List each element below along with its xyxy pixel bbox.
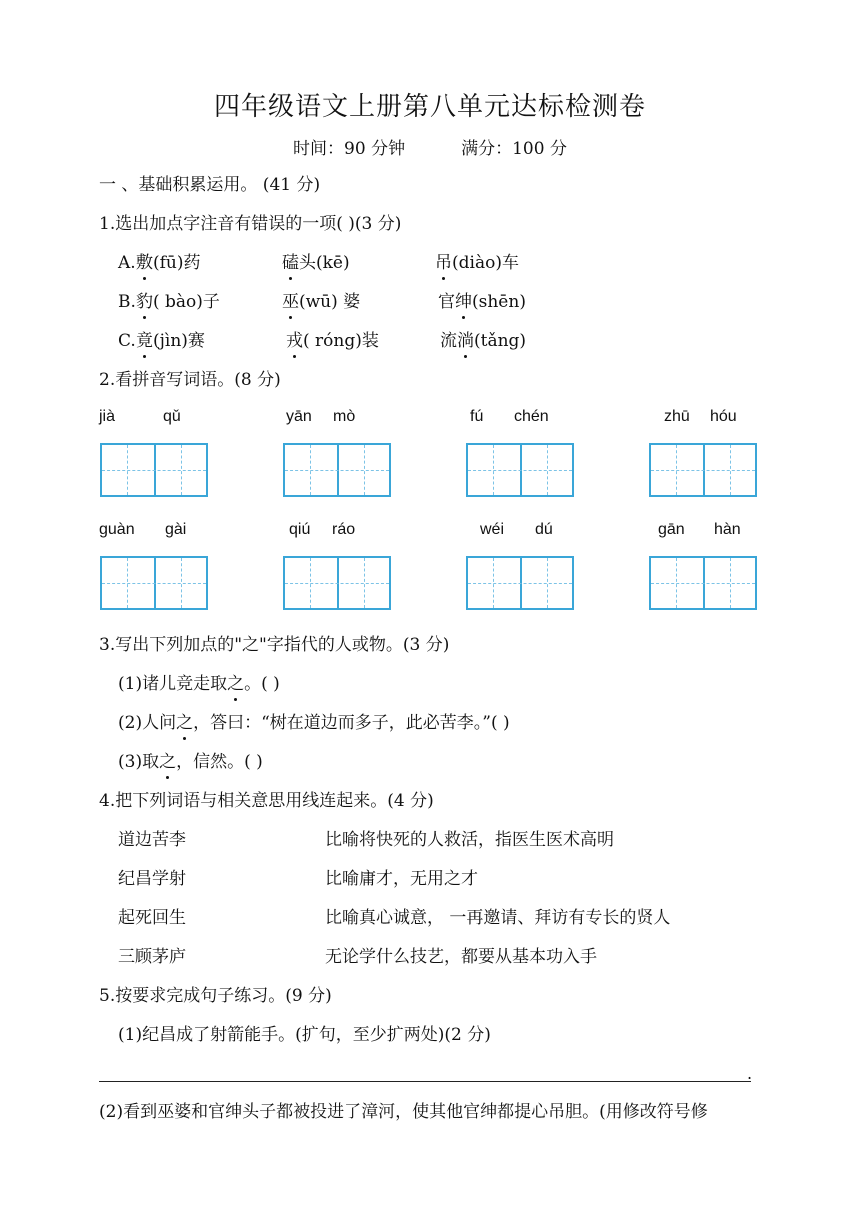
q3-item-1: (1)诸儿竞走取之。( ) <box>118 674 280 694</box>
question-2-stem: 2.看拼音写词语。(8 分) <box>99 370 281 390</box>
pinyin: wéi <box>480 521 505 538</box>
q1-option-c-letter: C. <box>118 331 136 351</box>
writing-grid-box[interactable] <box>100 556 208 610</box>
question-1-stem: 1.选出加点字注音有错误的一项( )(3 分) <box>99 214 402 234</box>
pinyin: gài <box>165 521 187 538</box>
pinyin: zhū <box>664 408 690 425</box>
pinyin: yān <box>286 408 312 425</box>
pinyin: gān <box>658 521 685 538</box>
q1-option-b-item-2: 巫(wū) 婆 <box>282 292 361 312</box>
dotted-char: 吊 <box>435 253 452 273</box>
dotted-char: 戎 <box>286 331 303 351</box>
q3-item-2: (2)人问之，答曰：“树在道边而多子，此必苦李。”( ) <box>118 713 510 733</box>
q1-option-a-item-2: 磕头(kē) <box>282 253 350 273</box>
match-right-item[interactable]: 无论学什么技艺，都要从基本功入手 <box>325 947 597 967</box>
match-right-item[interactable]: 比喻庸才，无用之才 <box>325 869 478 889</box>
pinyin: qiú <box>289 521 311 538</box>
dotted-char: 之 <box>227 674 245 694</box>
q1-option-b-letter: B. <box>118 292 136 312</box>
question-5-stem: 5.按要求完成句子练习。(9 分) <box>99 986 332 1006</box>
q5-sub-2: (2)看到巫婆和官绅头子都被投进了漳河，使其他官绅都提心吊胆。(用修改符号修 <box>99 1102 708 1122</box>
dotted-char: 豹 <box>136 292 153 312</box>
page-title: 四年级语文上册第八单元达标检测卷 <box>213 92 646 122</box>
pinyin: ráo <box>332 521 356 538</box>
pinyin: mò <box>333 408 356 425</box>
pinyin: chén <box>514 408 549 425</box>
writing-grid-box[interactable] <box>283 556 391 610</box>
dotted-char: 淌 <box>457 331 474 351</box>
q1-option-b-item-1: 豹( bào)子 <box>136 292 220 312</box>
dotted-char: 巫 <box>282 292 299 312</box>
line-end-period: . <box>747 1064 753 1083</box>
dotted-char: 磕 <box>282 253 299 273</box>
pinyin: jià <box>99 408 116 425</box>
q1-option-a-letter: A. <box>118 253 136 273</box>
dotted-char: 敷 <box>136 253 153 273</box>
q1-option-c-item-3: 流淌(tǎng) <box>440 331 527 351</box>
q1-option-b-item-3: 官绅(shēn) <box>438 292 526 312</box>
q3-item-3: (3)取之，信然。( ) <box>118 752 263 772</box>
writing-grid-box[interactable] <box>466 443 574 497</box>
writing-grid-box[interactable] <box>649 443 757 497</box>
writing-grid-box[interactable] <box>283 443 391 497</box>
pinyin: guàn <box>99 521 135 538</box>
match-left-item[interactable]: 三顾茅庐 <box>118 947 186 967</box>
dotted-char: 竟 <box>136 331 153 351</box>
writing-grid-box[interactable] <box>100 443 208 497</box>
match-left-item[interactable]: 起死回生 <box>118 908 186 928</box>
exam-info <box>0 134 860 159</box>
pinyin: hàn <box>714 521 741 538</box>
match-right-item[interactable]: 比喻将快死的人救活，指医生医术高明 <box>325 830 614 850</box>
match-right-item[interactable]: 比喻真心诚意， 一再邀请、拜访有专长的贤人 <box>325 908 671 928</box>
q1-option-a-item-3: 吊(diào)车 <box>435 253 519 273</box>
question-4-stem: 4.把下列词语与相关意思用线连起来。(4 分) <box>99 791 434 811</box>
q1-option-c-item-1: 竟(jìn)赛 <box>136 331 205 351</box>
q1-option-c-item-2: 戎( róng)装 <box>286 331 379 351</box>
pinyin: qǔ <box>163 408 181 425</box>
q1-option-a-item-1: 敷(fū)药 <box>136 253 201 273</box>
section-heading: 一 、基础积累运用。 (41 分) <box>99 175 321 195</box>
match-left-item[interactable]: 纪昌学射 <box>118 869 186 889</box>
pinyin: fú <box>470 408 484 425</box>
writing-grid-box[interactable] <box>466 556 574 610</box>
match-left-item[interactable]: 道边苦李 <box>118 830 186 850</box>
dotted-char: 之 <box>176 713 194 733</box>
question-3-stem: 3.写出下列加点的"之"字指代的人或物。(3 分) <box>99 635 450 655</box>
writing-grid-box[interactable] <box>649 556 757 610</box>
exam-time: 时间：90 分钟 <box>293 139 406 159</box>
q5-sub-1: (1)纪昌成了射箭能手。(扩句，至少扩两处)(2 分) <box>118 1025 491 1045</box>
answer-line[interactable] <box>99 1081 751 1082</box>
pinyin: hóu <box>710 408 737 425</box>
dotted-char: 绅 <box>455 292 472 312</box>
pinyin: dú <box>535 521 553 538</box>
exam-score: 满分：100 分 <box>461 139 567 159</box>
dotted-char: 之 <box>159 752 177 772</box>
